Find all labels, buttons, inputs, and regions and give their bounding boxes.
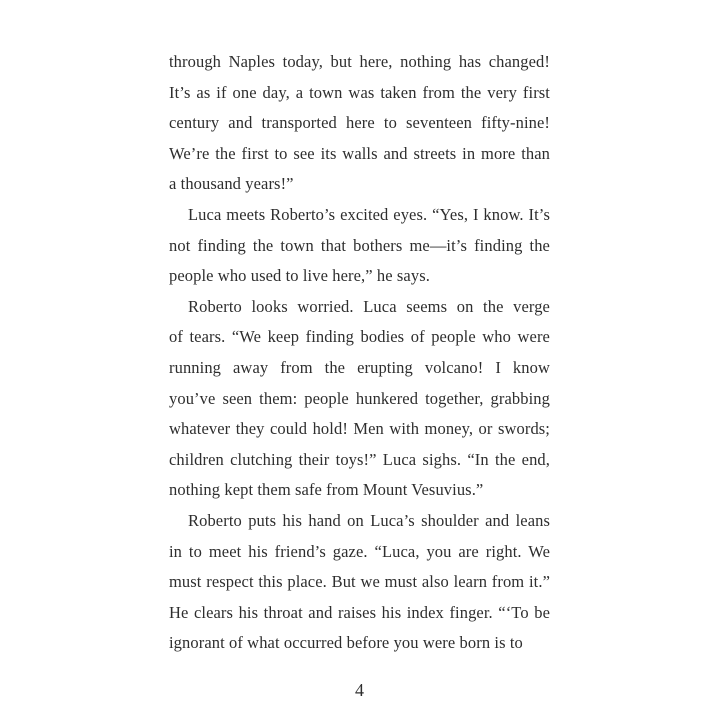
text-line: through Naples today, but here, nothing has changed! — [169, 52, 550, 71]
text-line: Luca meets Roberto’s excited eyes. “Yes, I know. It’s — [188, 204, 550, 224]
text-line: in to meet his friend’s gaze. “Luca, you are right. We — [169, 541, 550, 561]
paragraph — [169, 200, 550, 292]
text-line: whatever they could hold! Men with money, or swords; — [169, 419, 550, 439]
text-line: must respect this place. But we must also learn from it.” — [169, 572, 550, 592]
page-footer — [169, 678, 550, 702]
text-line: a thousand years!” — [169, 174, 294, 194]
text-line: nothing kept them safe from Mount Vesuvius.” — [169, 480, 484, 500]
text-line: children clutching their toys!” Luca sighs. “In the end, — [169, 449, 550, 469]
text-line: He clears his throat and raises his index finger. “‘To be — [169, 602, 550, 622]
paragraph — [169, 47, 550, 200]
text-line: running away from the erupting volcano! I know — [169, 357, 550, 377]
page-number: 4 — [355, 680, 364, 700]
paragraph — [169, 292, 550, 506]
text-line: Roberto puts his hand on Luca’s shoulder and leans — [188, 510, 550, 530]
paragraph — [169, 506, 550, 659]
text-line: people who used to live here,” he says. — [169, 266, 430, 286]
text-line: of tears. “We keep finding bodies of people who were — [169, 327, 550, 347]
text-line: It’s as if one day, a town was taken from the very first — [169, 82, 550, 102]
text-line: Roberto looks worried. Luca seems on the verge — [188, 296, 550, 316]
text-line: you’ve seen them: people hunkered together, grabbing — [169, 388, 550, 408]
text-line: century and transported here to seventeen fifty-nine! — [169, 113, 550, 133]
text-line: ignorant of what occurred before you were born is to — [169, 633, 523, 653]
text-line: not finding the town that bothers me—it’s finding the — [169, 235, 550, 255]
page-text — [169, 47, 550, 659]
text-line: We’re the first to see its walls and streets in more than — [169, 143, 550, 163]
